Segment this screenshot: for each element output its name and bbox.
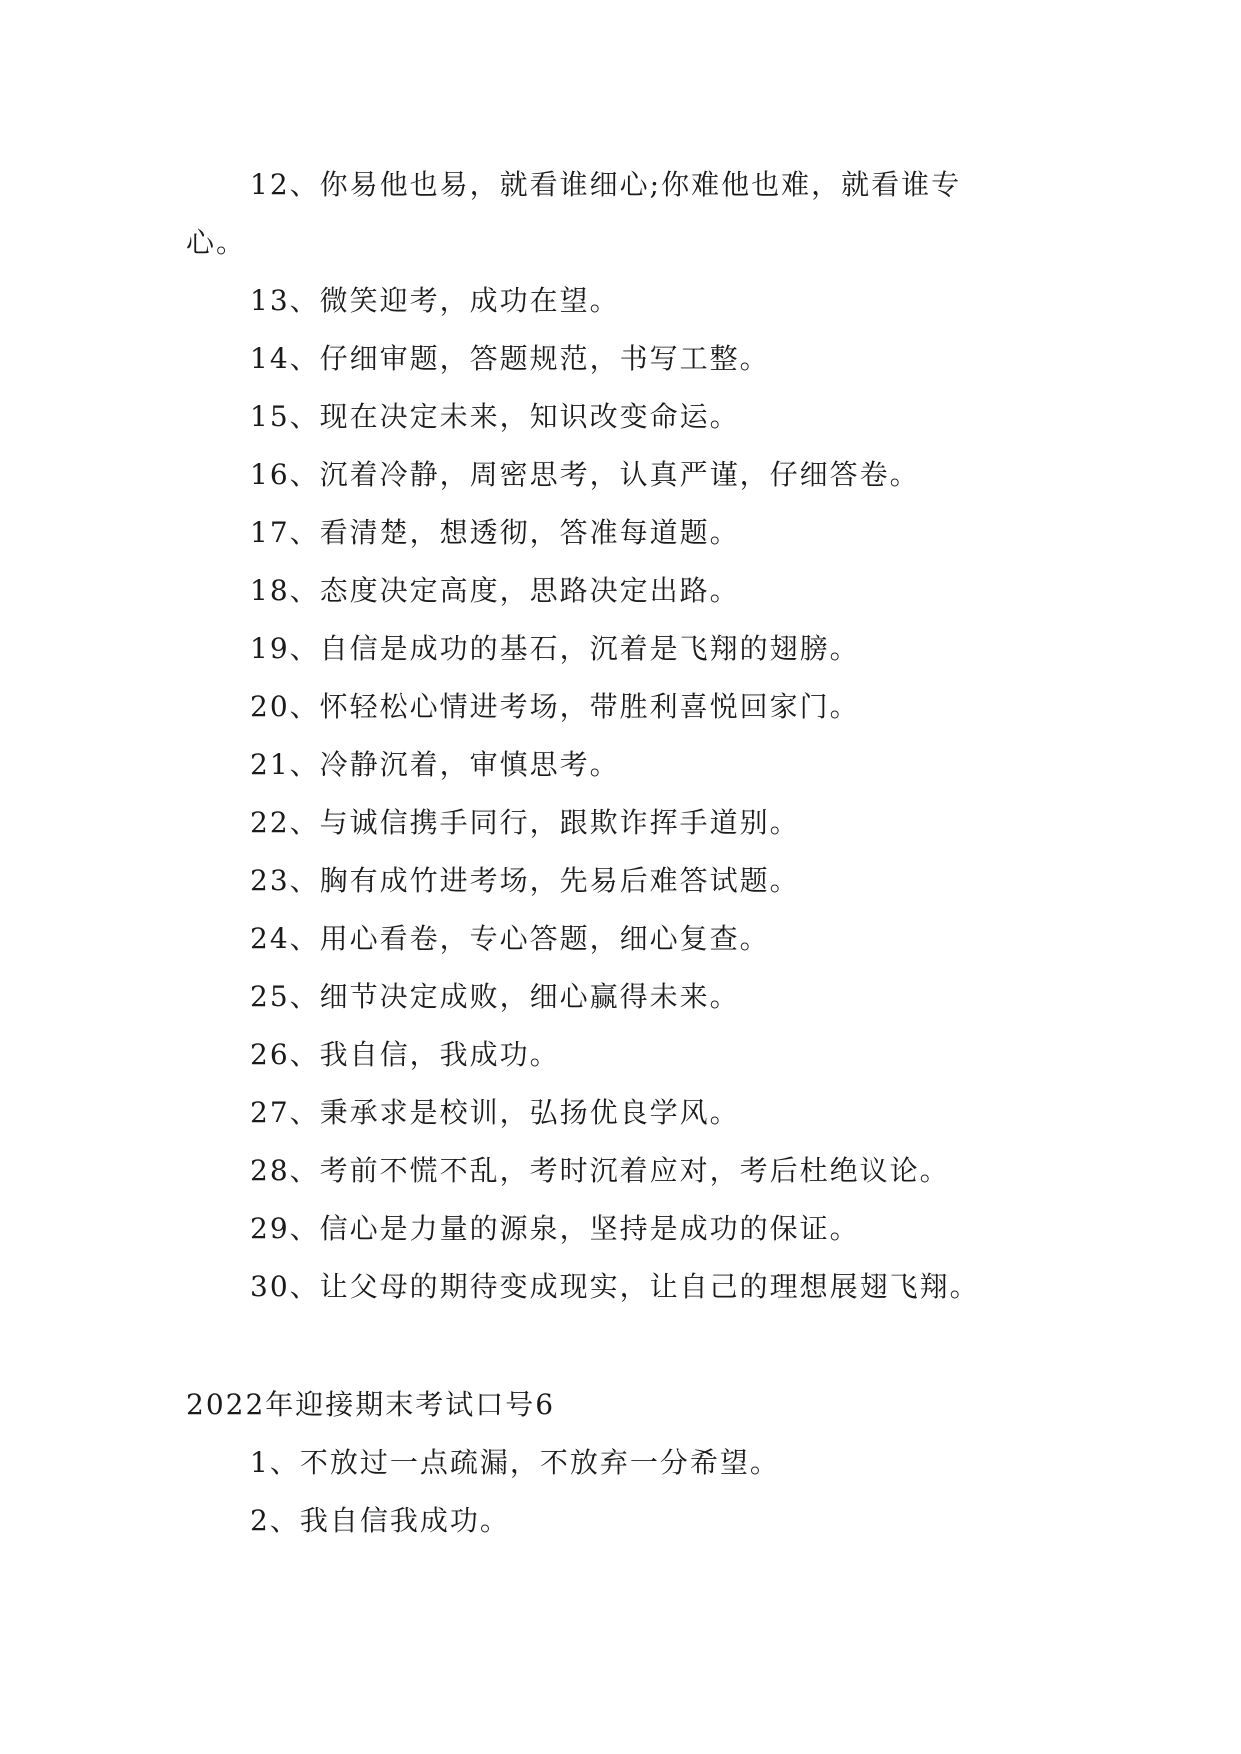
slogan-12-line-1: 12、你易他也易，就看谁细心;你难他也难，就看谁专 xyxy=(250,168,962,201)
slogan-22: 22、与诚信携手同行，跟欺诈挥手道别。 xyxy=(250,806,800,839)
slogan-26: 26、我自信，我成功。 xyxy=(250,1038,560,1071)
slogan-28: 28、考前不慌不乱，考时沉着应对，考后杜绝议论。 xyxy=(250,1154,950,1187)
slogan-14: 14、仔细审题，答题规范，书写工整。 xyxy=(250,342,770,375)
slogan-19: 19、自信是成功的基石，沉着是飞翔的翅膀。 xyxy=(250,632,860,665)
slogan-21: 21、冷静沉着，审慎思考。 xyxy=(250,748,620,781)
slogan-18: 18、态度决定高度，思路决定出路。 xyxy=(250,574,740,607)
slogan-23: 23、胸有成竹进考场，先易后难答试题。 xyxy=(250,864,800,897)
slogan-24: 24、用心看卷，专心答题，细心复查。 xyxy=(250,922,770,955)
slogan-15: 15、现在决定未来，知识改变命运。 xyxy=(250,400,740,433)
slogan-30: 30、让父母的期待变成现实，让自己的理想展翅飞翔。 xyxy=(250,1270,980,1303)
slogan-17: 17、看清楚，想透彻，答准每道题。 xyxy=(250,516,740,549)
slogan-12-line-2: 心。 xyxy=(186,226,247,259)
slogan-29: 29、信心是力量的源泉，坚持是成功的保证。 xyxy=(250,1212,860,1245)
slogan-27: 27、秉承求是校训，弘扬优良学风。 xyxy=(250,1096,740,1129)
slogan-16: 16、沉着冷静，周密思考，认真严谨，仔细答卷。 xyxy=(250,458,920,491)
slogan-section2-2: 2、我自信我成功。 xyxy=(250,1504,510,1537)
slogan-13: 13、微笑迎考，成功在望。 xyxy=(250,284,620,317)
slogan-25: 25、细节决定成败，细心赢得未来。 xyxy=(250,980,740,1013)
section-heading: 2022年迎接期末考试口号6 xyxy=(186,1388,556,1421)
slogan-section2-1: 1、不放过一点疏漏，不放弃一分希望。 xyxy=(250,1446,780,1479)
slogan-20: 20、怀轻松心情进考场，带胜利喜悦回家门。 xyxy=(250,690,860,723)
